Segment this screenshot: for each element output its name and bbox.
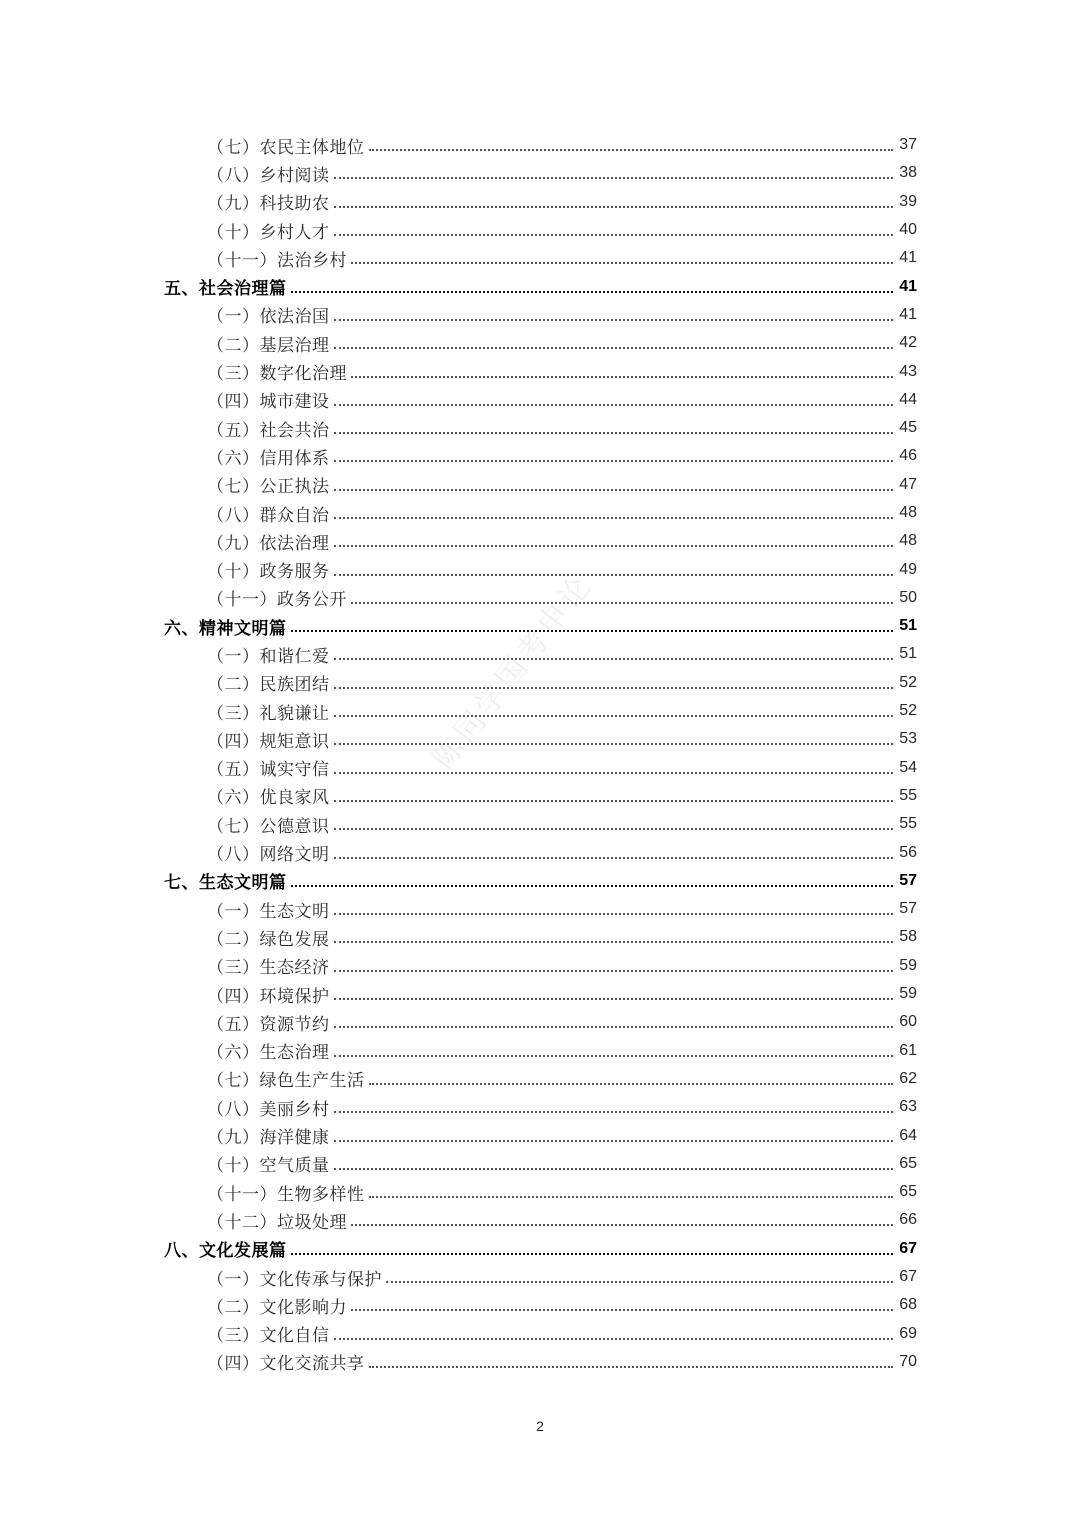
toc-entry-label: （一）文化传承与保护 — [207, 1269, 382, 1290]
toc-entry-label: （五）社会共治 — [207, 420, 330, 441]
toc-entry-page-number: 45 — [899, 419, 917, 437]
toc-subsection-entry[interactable] — [164, 555, 917, 583]
toc-entry-page-number: 56 — [899, 843, 917, 861]
toc-entry-page-number: 54 — [899, 758, 917, 776]
toc-subsection-entry[interactable] — [164, 1178, 917, 1206]
toc-entry-page-number: 42 — [899, 334, 917, 352]
toc-subsection-entry[interactable] — [164, 216, 917, 244]
toc-subsection-entry[interactable] — [164, 895, 917, 923]
toc-subsection-entry[interactable] — [164, 244, 917, 272]
toc-entry-label: （九）科技助农 — [207, 194, 330, 215]
toc-entry-label: （十一）生物多样性 — [207, 1184, 365, 1205]
toc-entry-page-number: 57 — [899, 871, 917, 889]
toc-entry-page-number: 67 — [899, 1268, 917, 1286]
toc-entry-page-number: 43 — [899, 362, 917, 380]
toc-subsection-entry[interactable] — [164, 1263, 917, 1291]
toc-entry-page-number: 66 — [899, 1211, 917, 1229]
toc-entry-label: 六、精神文明篇 — [164, 618, 287, 639]
toc-entry-label: 七、生态文明篇 — [164, 873, 287, 894]
toc-entry-label: 八、文化发展篇 — [164, 1241, 287, 1262]
dot-leader — [334, 206, 894, 208]
toc-entry-page-number: 68 — [899, 1296, 917, 1314]
toc-entry-page-number: 38 — [899, 164, 917, 182]
dot-leader — [334, 941, 894, 943]
toc-subsection-entry[interactable] — [164, 725, 917, 753]
dot-leader — [334, 234, 894, 236]
toc-subsection-entry[interactable] — [164, 669, 917, 697]
toc-subsection-entry[interactable] — [164, 1121, 917, 1149]
dot-leader — [334, 998, 894, 1000]
dot-leader — [334, 715, 894, 717]
dot-leader — [291, 885, 894, 887]
dot-leader — [334, 545, 894, 547]
toc-subsection-entry[interactable] — [164, 131, 917, 159]
toc-entry-page-number: 59 — [899, 985, 917, 1003]
dot-leader — [386, 1281, 893, 1283]
dot-leader — [369, 149, 894, 151]
dot-leader — [334, 913, 894, 915]
toc-entry-page-number: 51 — [899, 645, 917, 663]
toc-entry-page-number: 52 — [899, 702, 917, 720]
toc-entry-label: （三）文化自信 — [207, 1326, 330, 1347]
dot-leader — [334, 1338, 894, 1340]
dot-leader — [334, 177, 894, 179]
dot-leader — [334, 460, 894, 462]
page-number: 2 — [536, 1418, 544, 1434]
dot-leader — [334, 1111, 894, 1113]
toc-entry-label: （六）信用体系 — [207, 448, 330, 469]
toc-subsection-entry[interactable] — [164, 782, 917, 810]
toc-subsection-entry[interactable] — [164, 1291, 917, 1319]
toc-entry-page-number: 41 — [899, 305, 917, 323]
toc-subsection-entry[interactable] — [164, 1206, 917, 1234]
dot-leader — [351, 376, 893, 378]
toc-subsection-entry[interactable] — [164, 1150, 917, 1178]
dot-leader — [369, 1083, 894, 1085]
toc-entry-label: （七）公德意识 — [207, 816, 330, 837]
toc-subsection-entry[interactable] — [164, 754, 917, 782]
toc-entry-page-number: 59 — [899, 956, 917, 974]
toc-entry-page-number: 39 — [899, 192, 917, 210]
dot-leader — [369, 1366, 894, 1368]
toc-subsection-entry[interactable] — [164, 188, 917, 216]
toc-entry-label: （十）政务服务 — [207, 562, 330, 583]
dot-leader — [334, 432, 894, 434]
toc-subsection-entry[interactable] — [164, 1008, 917, 1036]
dot-leader — [334, 828, 894, 830]
toc-entry-label: （十二）垃圾处理 — [207, 1212, 347, 1233]
toc-entry-page-number: 63 — [899, 1098, 917, 1116]
toc-entry-label: （二）民族团结 — [207, 675, 330, 696]
dot-leader — [351, 1224, 893, 1226]
dot-leader — [369, 1196, 894, 1198]
toc-entry-label: （十一）法治乡村 — [207, 250, 347, 271]
toc-subsection-entry[interactable] — [164, 471, 917, 499]
toc-entry-label: （十）空气质量 — [207, 1156, 330, 1177]
toc-entry-label: 五、社会治理篇 — [164, 279, 287, 300]
toc-subsection-entry[interactable] — [164, 357, 917, 385]
toc-entry-label: （二）绿色发展 — [207, 929, 330, 950]
dot-leader — [334, 1140, 894, 1142]
dot-leader — [334, 800, 894, 802]
toc-entry-label: （一）生态文明 — [207, 901, 330, 922]
toc-entry-page-number: 57 — [899, 900, 917, 918]
toc-entry-label: （六）生态治理 — [207, 1043, 330, 1064]
toc-entry-label: （八）乡村阅读 — [207, 165, 330, 186]
toc-entry-label: （十）乡村人才 — [207, 222, 330, 243]
toc-entry-page-number: 48 — [899, 532, 917, 550]
dot-leader — [291, 1253, 894, 1255]
toc-entry-page-number: 64 — [899, 1126, 917, 1144]
dot-leader — [334, 743, 894, 745]
toc-entry-page-number: 58 — [899, 928, 917, 946]
toc-entry-label: （五）资源节约 — [207, 1014, 330, 1035]
toc-entry-label: （十一）政务公开 — [207, 590, 347, 611]
toc-entry-page-number: 50 — [899, 588, 917, 606]
toc-subsection-entry[interactable] — [164, 1348, 917, 1376]
dot-leader — [334, 970, 894, 972]
toc-subsection-entry[interactable] — [164, 838, 917, 866]
toc-subsection-entry[interactable] — [164, 329, 917, 357]
toc-entry-page-number: 65 — [899, 1154, 917, 1172]
toc-entry-page-number: 70 — [899, 1352, 917, 1370]
toc-entry-page-number: 55 — [899, 815, 917, 833]
dot-leader — [334, 347, 894, 349]
toc-entry-page-number: 44 — [899, 390, 917, 408]
toc-subsection-entry[interactable] — [164, 1037, 917, 1065]
toc-entry-label: （一）和谐仁爱 — [207, 646, 330, 667]
dot-leader — [334, 687, 894, 689]
dot-leader — [334, 1026, 894, 1028]
toc-section-entry[interactable] — [164, 272, 917, 300]
toc-subsection-entry[interactable] — [164, 1319, 917, 1347]
toc-entry-page-number: 51 — [899, 617, 917, 635]
toc-entry-page-number: 65 — [899, 1183, 917, 1201]
toc-subsection-entry[interactable] — [164, 414, 917, 442]
toc-subsection-entry[interactable] — [164, 159, 917, 187]
toc-section-entry[interactable] — [164, 1235, 917, 1263]
toc-entry-page-number: 55 — [899, 786, 917, 804]
toc-entry-label: （八）群众自治 — [207, 505, 330, 526]
dot-leader — [334, 1055, 894, 1057]
dot-leader — [334, 658, 894, 660]
toc-subsection-entry[interactable] — [164, 952, 917, 980]
dot-leader — [291, 291, 894, 293]
dot-leader — [351, 262, 893, 264]
toc-subsection-entry[interactable] — [164, 697, 917, 725]
toc-subsection-entry[interactable] — [164, 442, 917, 470]
toc-entry-label: （三）礼貌谦让 — [207, 703, 330, 724]
dot-leader — [334, 319, 894, 321]
toc-entry-page-number: 49 — [899, 560, 917, 578]
dot-leader — [351, 1309, 893, 1311]
toc-entry-label: （八）美丽乡村 — [207, 1099, 330, 1120]
toc-entry-label: （六）优良家风 — [207, 788, 330, 809]
toc-entry-page-number: 61 — [899, 1041, 917, 1059]
toc-entry-label: （四）文化交流共享 — [207, 1354, 365, 1375]
toc-subsection-entry[interactable] — [164, 499, 917, 527]
toc-section-entry[interactable] — [164, 867, 917, 895]
toc-entry-page-number: 69 — [899, 1324, 917, 1342]
toc-entry-label: （四）环境保护 — [207, 986, 330, 1007]
toc-entry-label: （四）城市建设 — [207, 392, 330, 413]
dot-leader — [291, 630, 894, 632]
dot-leader — [351, 602, 893, 604]
toc-entry-page-number: 60 — [899, 1013, 917, 1031]
dot-leader — [334, 574, 894, 576]
dot-leader — [334, 404, 894, 406]
toc-entry-label: （九）海洋健康 — [207, 1128, 330, 1149]
toc-subsection-entry[interactable] — [164, 527, 917, 555]
toc-entry-page-number: 67 — [899, 1239, 917, 1257]
toc-entry-page-number: 40 — [899, 221, 917, 239]
toc-subsection-entry[interactable] — [164, 810, 917, 838]
dot-leader — [334, 1168, 894, 1170]
toc-entry-label: （四）规矩意识 — [207, 731, 330, 752]
toc-entry-page-number: 53 — [899, 730, 917, 748]
toc-entry-page-number: 41 — [899, 277, 917, 295]
toc-subsection-entry[interactable] — [164, 923, 917, 951]
toc-subsection-entry[interactable] — [164, 1065, 917, 1093]
watermark: 陈同学国考申论 — [426, 567, 601, 777]
toc-entry-label: （二）文化影响力 — [207, 1297, 347, 1318]
toc-entry-label: （八）网络文明 — [207, 845, 330, 866]
toc-subsection-entry[interactable] — [164, 980, 917, 1008]
dot-leader — [334, 517, 894, 519]
toc-entry-label: （一）依法治国 — [207, 307, 330, 328]
toc-entry-label: （七）公正执法 — [207, 477, 330, 498]
toc-subsection-entry[interactable] — [164, 301, 917, 329]
toc-subsection-entry[interactable] — [164, 386, 917, 414]
toc-entry-label: （九）依法治理 — [207, 533, 330, 554]
toc-entry-page-number: 48 — [899, 504, 917, 521]
dot-leader — [334, 489, 894, 491]
toc-entry-label: （三）生态经济 — [207, 958, 330, 979]
toc-entry-page-number: 52 — [899, 673, 917, 691]
toc-entry-page-number: 62 — [899, 1069, 917, 1087]
toc-entry-label: （五）诚实守信 — [207, 760, 330, 781]
toc-entry-label: （七）农民主体地位 — [207, 137, 365, 158]
table-of-contents — [164, 131, 917, 1376]
toc-entry-page-number: 46 — [899, 447, 917, 465]
toc-entry-page-number: 41 — [899, 249, 917, 267]
toc-entry-page-number: 47 — [899, 475, 917, 493]
dot-leader — [334, 772, 894, 774]
toc-entry-label: （二）基层治理 — [207, 335, 330, 356]
dot-leader — [334, 857, 894, 859]
toc-subsection-entry[interactable] — [164, 1093, 917, 1121]
toc-entry-label: （七）绿色生产生活 — [207, 1071, 365, 1092]
toc-entry-page-number: 37 — [899, 136, 917, 154]
toc-entry-label: （三）数字化治理 — [207, 364, 347, 385]
